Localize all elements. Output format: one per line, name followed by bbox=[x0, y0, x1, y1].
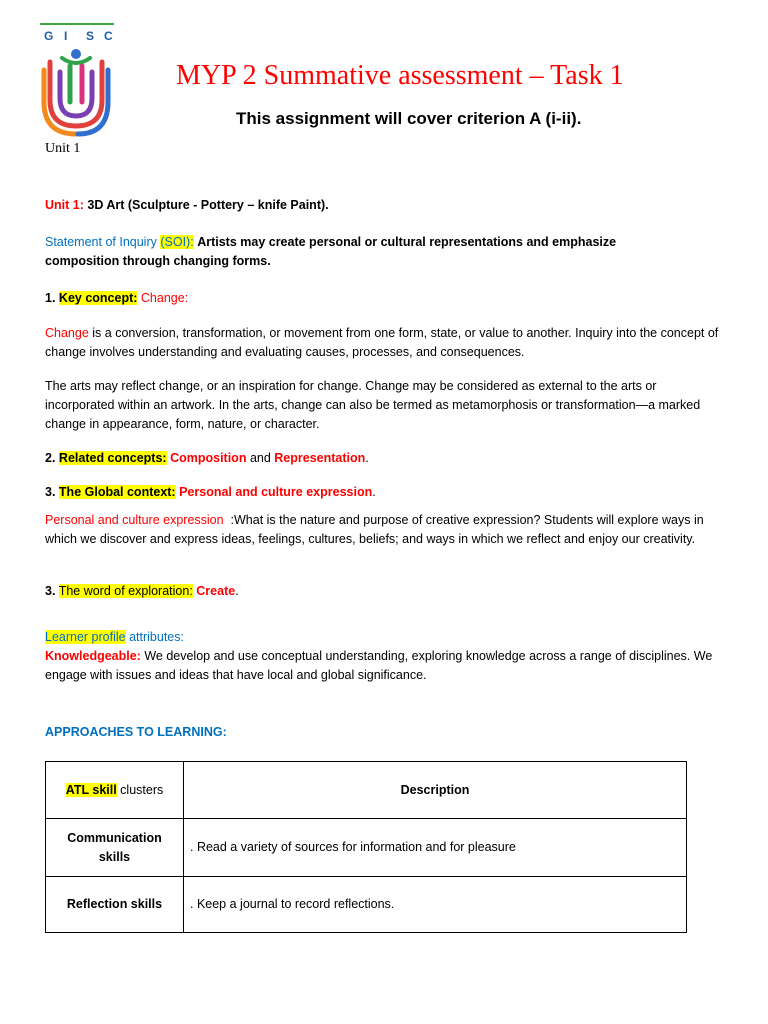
logo-letter: S bbox=[86, 29, 95, 43]
related-end: . bbox=[365, 451, 369, 465]
learner-label-rest: attributes: bbox=[125, 630, 184, 644]
global-value: Personal and culture expression bbox=[179, 485, 373, 499]
atl-cluster-cell: Communication skills bbox=[46, 819, 184, 877]
pce-lead: Personal and culture expression bbox=[45, 513, 224, 527]
global-label: The Global context: bbox=[58, 485, 176, 499]
related-label: Related concepts: bbox=[58, 451, 167, 465]
exploration-value: Create bbox=[196, 584, 236, 598]
atl-col-header bbox=[46, 762, 184, 819]
exploration-num: 3. bbox=[45, 584, 56, 598]
document-title: MYP 2 Summative assessment – Task 1 bbox=[176, 60, 624, 91]
global-end: . bbox=[372, 485, 376, 499]
unit-label-inline: Unit 1: bbox=[45, 198, 84, 212]
atl-heading: APPROACHES TO LEARNING: bbox=[45, 725, 227, 739]
global-num: 3. bbox=[45, 485, 56, 499]
atl-description-cell: . Keep a journal to record reflections. bbox=[184, 877, 687, 933]
table-header-row bbox=[46, 762, 687, 819]
atl-cluster-cell: Reflection skills bbox=[46, 877, 184, 933]
logo-letter: G bbox=[44, 29, 54, 43]
global-context-line bbox=[45, 483, 376, 502]
table-row bbox=[46, 819, 687, 877]
atl-description-cell: . Read a variety of sources for information and for pleasure bbox=[184, 819, 687, 877]
atl-col-header-rest: clusters bbox=[116, 782, 164, 797]
unit-text: 3D Art (Sculpture - Pottery – knife Paint). bbox=[87, 198, 329, 212]
unit-label: Unit 1 bbox=[45, 141, 81, 156]
atl-table bbox=[45, 761, 687, 933]
related-num: 2. bbox=[45, 451, 56, 465]
key-concept-value: Change: bbox=[140, 291, 189, 305]
change-lead: Change bbox=[45, 326, 89, 340]
exploration-end: . bbox=[235, 584, 239, 598]
change-text: is a conversion, transformation, or movement from one form, state, or value to another. Inquiry into the concept of change involves understanding and evaluating causes, processes, and consequences. bbox=[45, 326, 719, 359]
table-row bbox=[46, 877, 687, 933]
logo-letter: I bbox=[64, 29, 68, 43]
soi-abbr: (SOI): bbox=[160, 235, 194, 249]
related-value-1: Composition bbox=[170, 451, 247, 465]
school-logo bbox=[38, 22, 118, 138]
key-concept-label: Key concept: bbox=[58, 291, 138, 305]
atl-col-header-hl: ATL skill bbox=[65, 782, 117, 797]
learner-label: Learner profile bbox=[45, 630, 126, 644]
learner-profile-paragraph bbox=[45, 647, 725, 685]
unit-line bbox=[45, 196, 329, 215]
learner-profile-heading bbox=[45, 628, 184, 647]
related-concepts-line bbox=[45, 449, 369, 468]
change-paragraph bbox=[45, 324, 725, 362]
arts-paragraph: The arts may reflect change, or an inspiration for change. Change may be considered as external to the arts or incorporated within an artwork. In the arts, change can also be termed as metamorphosis or transformation—a marked change in appearance, form, nature, or character. bbox=[45, 379, 701, 431]
logo-emblem-icon bbox=[38, 22, 118, 138]
soi-text: Artists may create personal or cultural representations and emphasize composition through changing forms. bbox=[45, 235, 617, 268]
key-concept-line bbox=[45, 289, 188, 308]
related-value-2: Representation bbox=[274, 451, 366, 465]
exploration-line bbox=[45, 582, 239, 601]
statement-of-inquiry bbox=[45, 233, 685, 271]
soi-label: Statement of Inquiry bbox=[45, 235, 157, 249]
related-and: and bbox=[246, 451, 275, 465]
document-subtitle: This assignment will cover criterion A (i-ii). bbox=[236, 109, 582, 128]
key-concept-num: 1. bbox=[45, 291, 56, 305]
description-col-header: Description bbox=[184, 762, 687, 819]
logo-letter: C bbox=[104, 29, 113, 43]
pce-paragraph bbox=[45, 511, 725, 549]
exploration-label: The word of exploration: bbox=[58, 584, 193, 598]
learner-text: We develop and use conceptual understanding, exploring knowledge across a range of disciplines. We engage with issues and ideas that have local and global significance. bbox=[45, 649, 713, 682]
learner-attr: Knowledgeable: bbox=[45, 649, 141, 663]
pce-text: :What is the nature and purpose of creative expression? Students will explore ways in which we discover and express ideas, feelings, cultures, beliefs; and ways in which we reflect and enjoy our creativity. bbox=[45, 513, 708, 546]
